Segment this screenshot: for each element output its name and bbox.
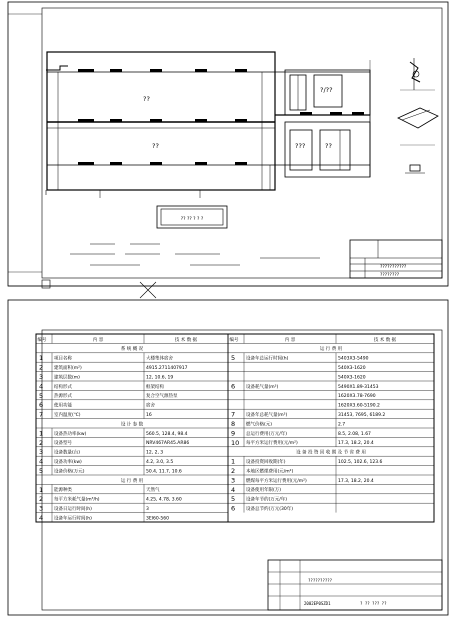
table-row-item: 设备使用年限(万)	[246, 488, 282, 494]
table-row-no: 4	[39, 514, 44, 522]
table-row-value: 4.2, 3.0, 3.5	[146, 460, 174, 465]
table-row-item: 使用功能	[54, 403, 72, 409]
table-header-value: 技 术 数 据	[373, 337, 397, 343]
spec-table	[36, 334, 434, 522]
table-row-value: 1620X3.78-7690	[338, 394, 376, 400]
plan-label-right-top: ?/??	[320, 86, 333, 94]
nameplate	[157, 206, 227, 228]
table-row-item: 设备年运行时间(h)	[54, 516, 92, 522]
table-row-value: 1620X3.60-5190.2	[338, 403, 380, 409]
table-row-item: 设备功率(kw)	[54, 460, 82, 465]
table-row-item: 设备型号	[54, 441, 72, 447]
table-row-item: 设备年节约(万元/年)	[246, 497, 288, 503]
table-row-value: 560.5, 128.4, 98.4	[146, 431, 188, 437]
table-row-no: 5	[231, 495, 236, 504]
table-row-value: 4915.2711407917	[146, 366, 188, 371]
legend	[70, 244, 320, 265]
table-row-value: 540X3-1620	[338, 375, 366, 381]
top-sheet	[8, 2, 448, 286]
table-row-value: 17.3, 18.2, 20.4	[338, 441, 374, 447]
table-row-no: 2	[39, 495, 44, 504]
table-row-no: 5	[39, 467, 44, 475]
top-sheet-inner-border	[42, 8, 442, 278]
table-row-no: 8	[231, 420, 236, 428]
detail-drawings	[398, 58, 438, 173]
table-row-item: 每平方米运行费用(元/m²)	[246, 441, 298, 447]
bottom-title-text: ??????????	[308, 578, 333, 583]
table-section-title: 设 计 参 数	[120, 422, 144, 428]
table-row-item: 设备热功率(kw)	[54, 431, 87, 437]
nameplate-text: ?? ?? ? ? ?	[180, 217, 204, 222]
table-section-title: 运 行 费 用	[120, 478, 144, 484]
top-sub-text: ????????	[380, 273, 400, 278]
table-row-value: 3EI60-560	[146, 516, 169, 522]
table-row-no: 2	[39, 438, 44, 447]
table-row-no: 5	[231, 354, 236, 363]
table-header-item: 内 容	[284, 337, 296, 343]
bottom-sheet	[8, 300, 448, 615]
table-row-value: 102.5, 102.6, 123.6	[338, 460, 383, 465]
top-title-text: ???????????	[380, 265, 407, 270]
table-row-item: 燃气价格(元)	[246, 422, 273, 428]
table-row-no: 1	[39, 354, 44, 363]
table-section-title: 运 行 费 用	[319, 347, 343, 353]
table-row-value: 16	[146, 413, 152, 418]
table-row-item: 总运行费用(万元/年)	[246, 431, 288, 437]
table-row-item: 能源种类	[54, 488, 72, 494]
table-row-value: 5490X1.89-31453	[338, 384, 379, 390]
table-row-no: 6	[231, 504, 236, 513]
table-row-value: 大楼集体宿舍	[146, 356, 173, 362]
table-row-value: NRV467AR45.AR86	[146, 441, 190, 447]
bottom-page-text: ? ?? ??? ??	[360, 601, 387, 606]
table-row-no: 1	[39, 485, 44, 494]
table-row-value: 3	[146, 507, 149, 512]
floor-plan	[46, 52, 370, 198]
table-row-item: 建筑层数(m)	[54, 375, 80, 381]
table-row-no: 4	[231, 485, 236, 494]
table-row-no: 6	[231, 382, 236, 391]
table-row-item: 设备年总运行时间(h)	[246, 356, 289, 362]
table-row-value: 12, 2, 3	[146, 450, 164, 456]
plan-label-right-bottom-left: ???	[295, 142, 306, 150]
table-row-value: 复合空气源热泵	[146, 394, 178, 400]
table-row-item: 燃煤每平方米运行费用(元/m²)	[246, 478, 307, 484]
table-row-no: 5	[39, 391, 44, 400]
table-section-title: 系 统 概 况	[120, 347, 144, 353]
title-block-bottom	[268, 560, 442, 610]
table-row-value: 天然气	[146, 488, 160, 494]
table-row-value: 31453, 7695, 6189.2	[338, 413, 386, 418]
cross-marks	[8, 280, 448, 298]
table-header-no: 编号	[229, 337, 239, 343]
plan-label-right-bottom-right: ??	[325, 142, 332, 150]
table-row-item: 设备投资回收期(年)	[246, 460, 286, 465]
table-row-no: 3	[39, 504, 44, 513]
table-row-value: 12, 10.6, 19	[146, 375, 174, 381]
table-row-item: 结构形式	[54, 384, 72, 390]
table-row-item: 设备年总耗气量(m³)	[246, 413, 288, 418]
table-row-no: 1	[39, 429, 44, 438]
table-row-no: 2	[231, 467, 236, 475]
top-sheet-outer-border	[8, 2, 448, 286]
table-row-no: 3	[39, 373, 44, 381]
table-header-value: 技 术 数 据	[174, 337, 198, 343]
table-row-item: 设备数量(台)	[54, 450, 81, 456]
title-block-top	[350, 240, 442, 278]
table-row-value: 5403X3-5490	[338, 356, 369, 362]
table-row-item: 设备价格(万元)	[54, 469, 85, 475]
table-row-item: 项目名称	[54, 356, 72, 362]
table-row-value: 框架结构	[146, 384, 164, 390]
table-row-no: 4	[39, 457, 44, 466]
table-row-value: 17.3, 18.2, 20.4	[338, 478, 374, 484]
table-row-no: 6	[39, 401, 44, 410]
table-row-item: 每平方米耗气量(m³/h)	[54, 497, 100, 503]
table-row-no: 10	[231, 438, 240, 447]
table-row-item: 热源形式	[54, 394, 72, 400]
table-row-value: 50.4, 11.7, 10.6	[146, 469, 182, 475]
table-row-no: 9	[231, 429, 236, 438]
table-row-value: 2.7	[338, 422, 346, 428]
table-row-item: 室内温度(℃)	[54, 413, 81, 418]
table-row-item: 本地区燃煤费用(元/m²)	[246, 469, 294, 475]
table-row-item: 建筑面积(m²)	[54, 366, 82, 371]
table-row-item: 设备日运行时间(h)	[54, 507, 92, 512]
table-row-no: 7	[39, 410, 44, 419]
table-row-item: 设备总节约(万元(30年)	[246, 507, 293, 512]
table-header-no: 编号	[37, 337, 47, 343]
table-row-no: 3	[231, 476, 236, 485]
table-row-value: 8.5, 2.08, 1.67	[338, 431, 371, 437]
table-row-no: 1	[231, 457, 236, 466]
plan-label-mid: ??	[152, 142, 159, 150]
table-row-value: 540X3-1620	[338, 366, 366, 371]
table-row-no: 3	[39, 448, 44, 457]
bottom-sheet-inner-border	[42, 330, 442, 610]
table-row-no: 7	[231, 410, 236, 419]
table-row-value: 4.25, 4.78, 3.60	[146, 497, 182, 503]
table-row-value: 宿舍	[146, 403, 155, 409]
bottom-code-text: 2002EP0SZD1	[304, 601, 331, 606]
table-section-title: 设 备 投 资 回 收 期 及 节 省 费 用	[296, 450, 366, 456]
table-row-item: 设备耗气量(m³)	[246, 384, 279, 390]
table-header-item: 内 容	[92, 337, 104, 343]
table-row-no: 4	[39, 382, 44, 391]
table-row-no: 2	[39, 363, 44, 372]
plan-label-top: ??	[143, 95, 150, 103]
